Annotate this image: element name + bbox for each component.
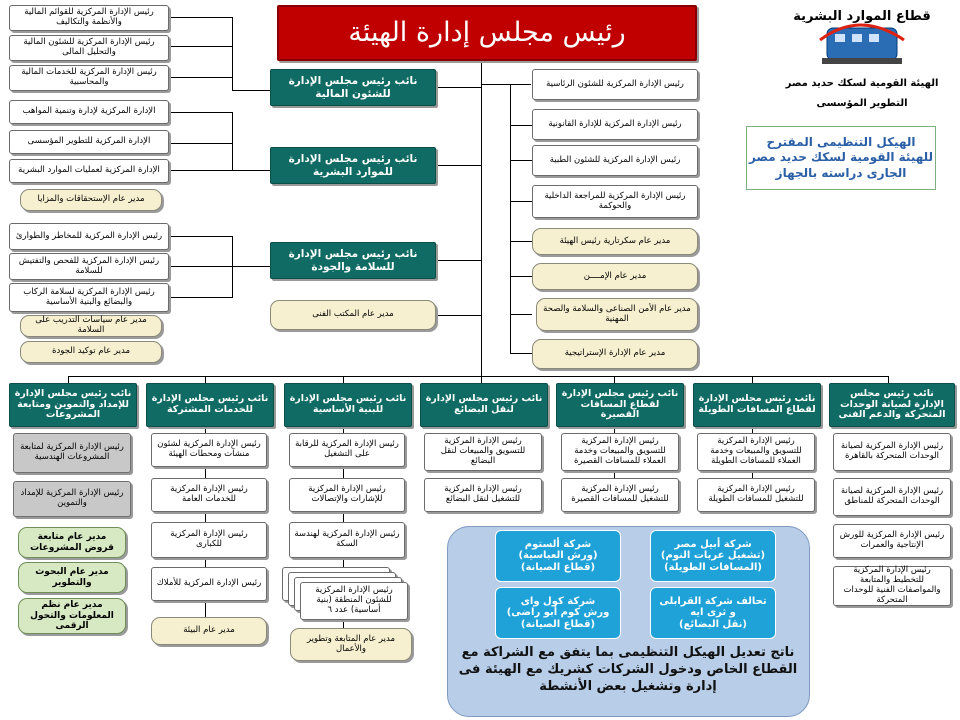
vp-hr: نائب رئيس مجلس الإدارة للموارد البشرية [270, 147, 436, 184]
logo [782, 6, 942, 122]
connector [169, 46, 232, 47]
safety-unit: رئيس الإدارة المركزية للمخاطر والطوارئ [9, 223, 169, 250]
infra-region-stack: رئيس الإدارة المركزية للشئون المنطقة (بنية أساسية) عدد ٦ [300, 582, 408, 620]
shared-unit: رئيس الإدارة المركزية للخدمات العامة [151, 478, 267, 512]
logo-line1: الهيئة القومية لسكك حديد مصر [785, 78, 939, 89]
connector [169, 77, 232, 78]
infra-unit: رئيس الإدارة المركزية لهندسة السكة [289, 522, 405, 558]
right-gm: مدير عام الأمن الصناعى والسلامة والصحة المهنية [536, 298, 698, 331]
main-spine-line [481, 62, 482, 385]
partner-alstom [495, 530, 621, 582]
short-unit: رئيس الإدارة المركزية للتسويق والمبيعات وخدمة العملاء للمسافات القصيرة [561, 433, 679, 471]
vp-freight: نائب رئيس مجلس الإدارة لنقل البضائع [420, 383, 548, 427]
partner-name: شركة أبيل مصر [674, 538, 752, 550]
infra-gm: مدير عام المتابعة وتطوير والأعمال [290, 628, 412, 661]
infra-unit: رئيس الإدارة المركزية للرقابة على التشغيل [289, 433, 405, 467]
safety-gm: مدير عام توكيد الجودة [20, 341, 162, 363]
partner-name: تحالف شركة القرابلى [659, 595, 767, 607]
infra-unit: رئيس الإدارة المركزية للإشارات والإتصالات [289, 478, 405, 512]
right-unit: رئيس الإدارة المركزية للمراجعة الداخلية والحوكمة [532, 185, 698, 218]
partnership-note: ناتج تعديل الهيكل التنظيمى بما يتفق مع الشراكة مع القطاع الخاص ودخول الشركات كشريك مع الهيئة فى إدارة وتشغيل بعض الأنشطة [458, 645, 798, 694]
finance-unit: رئيس الإدارة المركزية للشئون المالية والتحليل المالى [9, 35, 169, 61]
right-unit: رئيس الإدارة المركزية للشئون الطبية [532, 145, 698, 176]
proposal-note [746, 126, 936, 190]
short-unit: رئيس الإدارة المركزية للتشغيل للمسافات القصيرة [561, 478, 679, 512]
partner-name: شركة كول واى [520, 595, 596, 607]
connector [232, 90, 270, 91]
finance-unit: رئيس الإدارة المركزية للقوائم المالية والأنظمة والتكاليف [9, 5, 169, 31]
vp-shared-services: نائب رئيس مجلس الإدارة للخدمات المشتركة [146, 383, 274, 427]
chairman-title: رئيس مجلس إدارة الهيئة [348, 17, 626, 49]
partner-sub: (ورش العباسية) [518, 550, 598, 562]
safety-unit: رئيس الإدارة المركزية للفحص والتفتيش للسلامة [9, 253, 169, 280]
hr-unit: الإدارة المركزية لعمليات الموارد البشرية [9, 159, 169, 183]
right-gm: مدير عام الإدارة الإستراتيجية [532, 339, 698, 369]
supply-gm: مدير عام متابعة قروض المشروعات [18, 527, 126, 558]
vp-rolling-stock: نائب رئيس مجلس الإدارة لصيانة الوحدات المتحركة والدعم الفنى [829, 383, 955, 427]
partner-alliance [650, 587, 776, 639]
vp-safety: نائب رئيس مجلس الإدارة للسلامة والجودة [270, 242, 436, 279]
connector [232, 112, 233, 170]
railway-logo-icon [782, 6, 942, 122]
partner-sub: (قطاع الصيانة) [520, 618, 596, 630]
connector [169, 143, 232, 144]
finance-unit: رئيس الإدارة المركزية للخدمات المالية والمحاسبية [9, 65, 169, 91]
partner-sub: (المسافات الطويلة) [664, 561, 762, 573]
supply-unit: رئيس الإدارة المركزية للإمداد والتموين [13, 481, 131, 517]
connector [169, 236, 232, 237]
connector [169, 266, 270, 267]
right-unit: رئيس الإدارة المركزية للشئون الرئاسية [532, 69, 698, 100]
shared-unit: رئيس الإدارة المركزية لشئون منشآت ومحطات الهيئة [151, 433, 267, 467]
hr-unit: الإدارة المركزية للتطوير المؤسسى [9, 130, 169, 154]
rolling-unit: رئيس الإدارة المركزية لصيانة الوحدات المتحركة للمناطق [833, 478, 951, 516]
connector [169, 170, 270, 171]
hr-unit: الإدارة المركزية لإدارة وتنمية المواهب [9, 100, 169, 124]
partner-abel [650, 530, 776, 582]
supply-gm: مدير عام البحوث والتطوير [18, 562, 126, 593]
partner-sub: و ثرى ايه [690, 607, 736, 619]
connector [510, 160, 532, 161]
right-gm: مدير عام سكرتارية رئيس الهيئة [532, 228, 698, 255]
partner-sub: (قطاع الصيانة) [520, 561, 596, 573]
rolling-unit: رئيس الإدارة المركزية للورش الإنتاجية والعمرات [833, 524, 951, 558]
connector [436, 260, 481, 261]
connector [510, 125, 532, 126]
rolling-unit: رئيس الإدارة المركزية للتخطيط والمتابعة والمواصفات الفنية للوحدات المتحركة [833, 566, 951, 606]
safety-gm: مدير عام سياسات التدريب على السلامة [20, 315, 162, 337]
freight-unit: رئيس الإدارة المركزية للتشغيل لنقل البضائع [424, 478, 542, 512]
shared-unit: رئيس الإدارة المركزية للكبارى [151, 522, 267, 558]
connector [169, 297, 232, 298]
shared-gm: مدير عام البيئة [151, 617, 267, 645]
vp-short-distance: نائب رئيس مجلس الإدارة لقطاع المسافات القصيرة [556, 383, 684, 427]
long-unit: رئيس الإدارة المركزية للتسويق والمبيعات وخدمة العملاء للمسافات الطويلة [697, 433, 815, 471]
connector [436, 315, 481, 316]
connector [510, 314, 532, 315]
connector [436, 87, 481, 88]
connector [510, 201, 532, 202]
logo-line2: التطوير المؤسسى [816, 98, 908, 109]
shared-unit: رئيس الإدارة المركزية للأملاك [151, 567, 267, 601]
right-unit: رئيس الإدارة المركزية للإدارة القانونية [532, 109, 698, 140]
connector [510, 353, 532, 354]
rolling-unit: رئيس الإدارة المركزية لصيانة الوحدات المتحركة بالقاهرة [833, 433, 951, 471]
vp-infrastructure: نائب رئيس مجلس الإدارة للبنية الأساسية [284, 383, 412, 427]
hr-gm: مدير عام الإستحقاقات والمزايا [20, 189, 162, 211]
logo-arc-text: قطاع الموارد البشرية [793, 9, 931, 24]
partner-sub: (تشغيل عربات النوم) [660, 550, 766, 562]
proposal-line3: الجارى دراسته بالجهاز [775, 165, 907, 180]
long-unit: رئيس الإدارة المركزية للتشغيل للمسافات الطويلة [697, 478, 815, 512]
vp-finance: نائب رئيس مجلس الإدارة للشئون المالية [270, 69, 436, 106]
partner-sub: (نقل البضائع) [679, 618, 747, 630]
connector [481, 84, 531, 85]
partner-name: شركة ألستوم [524, 538, 592, 550]
proposal-line1: الهيكل التنظيمى المقترح [766, 134, 916, 149]
connector [436, 165, 481, 166]
chairman-box [277, 5, 697, 61]
tech-office-gm: مدير عام المكتب الفنى [270, 300, 436, 330]
proposal-line2: للهيئة القومية لسكك حديد مصر [748, 150, 934, 165]
connector [510, 276, 532, 277]
right-gm: مدير عام الإمــــن [532, 263, 698, 290]
connector [510, 241, 532, 242]
partner-sub: ورش كوم أبو راضى) [506, 607, 610, 619]
freight-unit: رئيس الإدارة المركزية للتسويق والمبيعات لنقل البضائع [424, 433, 542, 471]
supply-unit: رئيس الإدارة المركزية لمتابعة المشروعات الهندسية [13, 433, 131, 473]
safety-unit: رئيس الإدارة المركزية لسلامة الركاب والبضائع والبنية الأساسية [9, 283, 169, 312]
vp-long-distance: نائب رئيس مجلس الإدارة لقطاع المسافات الطويلة [693, 383, 821, 427]
vp-supply: نائب رئيس مجلس الإدارة للإمداد والتموين ومتابعة المشروعات [9, 383, 137, 427]
connector [169, 17, 232, 18]
partner-colas [495, 587, 621, 639]
connector [232, 17, 233, 91]
bottom-vp-bus-line [68, 376, 888, 377]
connector [232, 236, 233, 298]
supply-gm: مدير عام نظم المعلومات والتحول الرقمى [18, 598, 126, 634]
connector [169, 112, 232, 113]
